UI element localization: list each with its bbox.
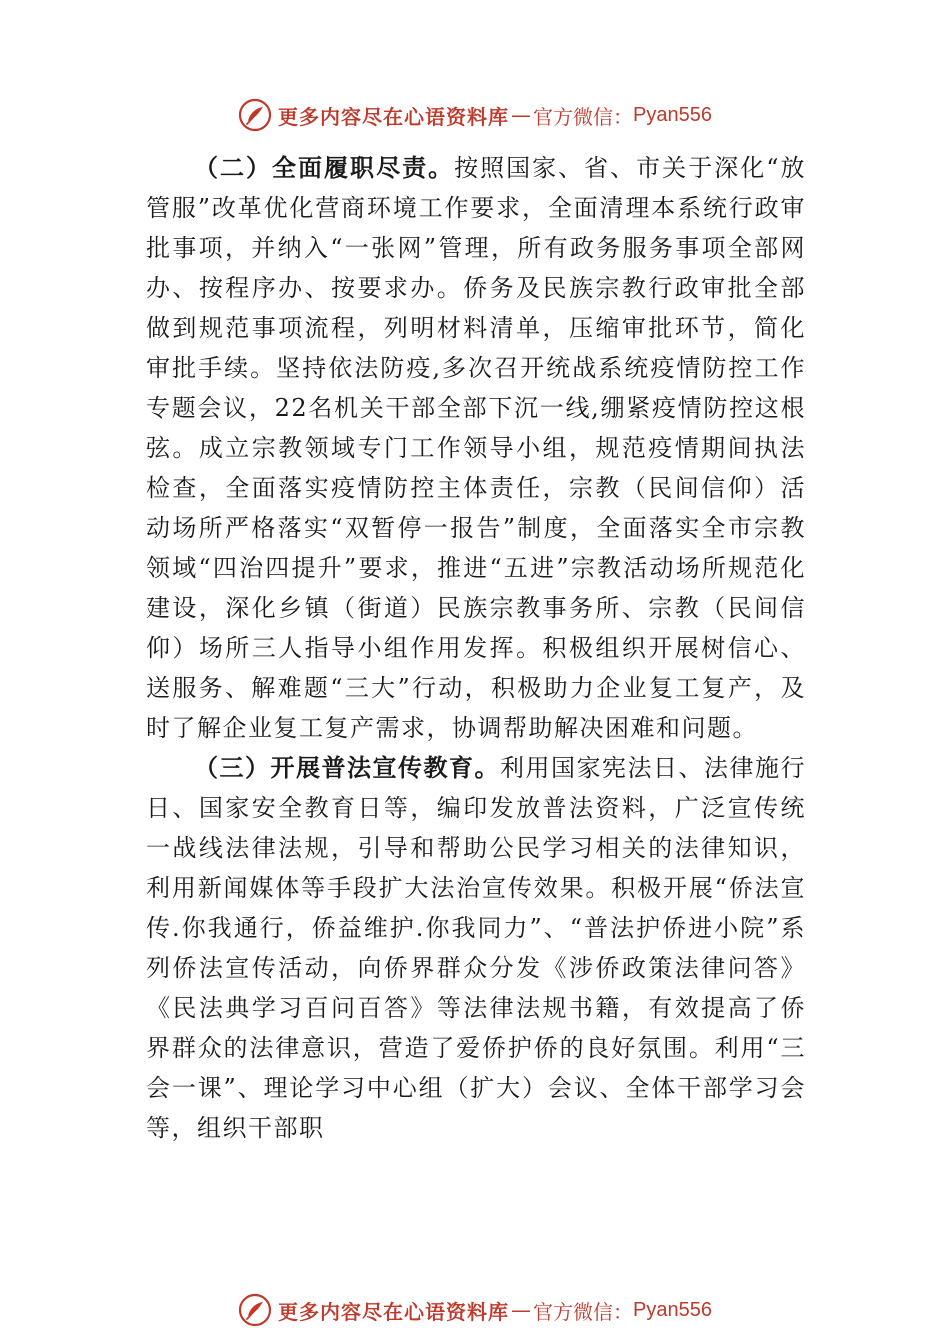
watermark-id: Pyan556 — [633, 1298, 712, 1321]
watermark-label: 官方微信： — [533, 104, 634, 129]
watermark-brand-text: 更多内容尽在心语资料库 — [278, 1299, 510, 1324]
brand-logo-icon — [238, 1293, 272, 1327]
watermark-dash: — — [511, 1298, 532, 1322]
footer-watermark — [0, 1290, 950, 1330]
watermark-id: Pyan556 — [633, 103, 712, 126]
header-watermark — [0, 95, 950, 135]
document-body — [146, 148, 806, 1148]
paragraph-text: 按照国家、省、市关于深化“放管服”改革优化营商环境工作要求，全面清理本系统行政审批事项，并纳入“一张网”管理，所有政务服务事项全部网办、按程序办、按要求办。侨务及民族宗教行政审批全部做到规范事项流程，列明材料清单，压缩审批环节，简化审批手续。坚持依法防疫,多次召开统战系统疫情防控工作专题会议，22名机关干部全部下沉一线,绷紧疫情防控这根弦。成立宗教领域专门工作领导小组，规范疫情期间执法检查，全面落实疫情防控主体责任，宗教（民间信仰）活动场所严格落实“双暂停一报告”制度，全面落实全市宗教领域“四治四提升”要求，推进“五进”宗教活动场所规范化建设，深化乡镇（街道）民族宗教事务所、宗教（民间信仰）场所三人指导小组作用发挥。积极组织开展树信心、送服务、解难题“三大”行动，积极助力企业复工复产，及时了解企业复工复产需求，协调帮助解决困难和问题。 — [146, 154, 807, 742]
paragraph-text: 利用国家宪法日、法律施行日、国家安全教育日等，编印发放普法资料，广泛宣传统一战线法律法规，引导和帮助公民学习相关的法律知识，利用新闻媒体等手段扩大法治宣传效果。积极开展“侨法宣传.你我通行，侨益维护.你我同力”、“普法护侨进小院”系列侨法宣传活动，向侨界群众分发《涉侨政策法律问答》《民法典学习百问百答》等法律法规书籍，有效提高了侨界群众的法律意识，营造了爱侨护侨的良好氛围。利用“三会一课”、理论学习中心组（扩大）会议、全体干部学习会等，组织干部职 — [146, 754, 806, 1142]
paragraph-legal-education — [146, 748, 806, 1148]
brand-logo-icon — [238, 98, 272, 132]
paragraph-heading: （二）全面履职尽责。 — [194, 153, 455, 182]
watermark-brand-text: 更多内容尽在心语资料库 — [278, 104, 510, 129]
paragraph-duty — [146, 148, 806, 748]
watermark-dash: — — [511, 103, 532, 127]
watermark-label: 官方微信： — [533, 1299, 634, 1324]
paragraph-heading: （三）开展普法宣传教育。 — [194, 753, 500, 782]
